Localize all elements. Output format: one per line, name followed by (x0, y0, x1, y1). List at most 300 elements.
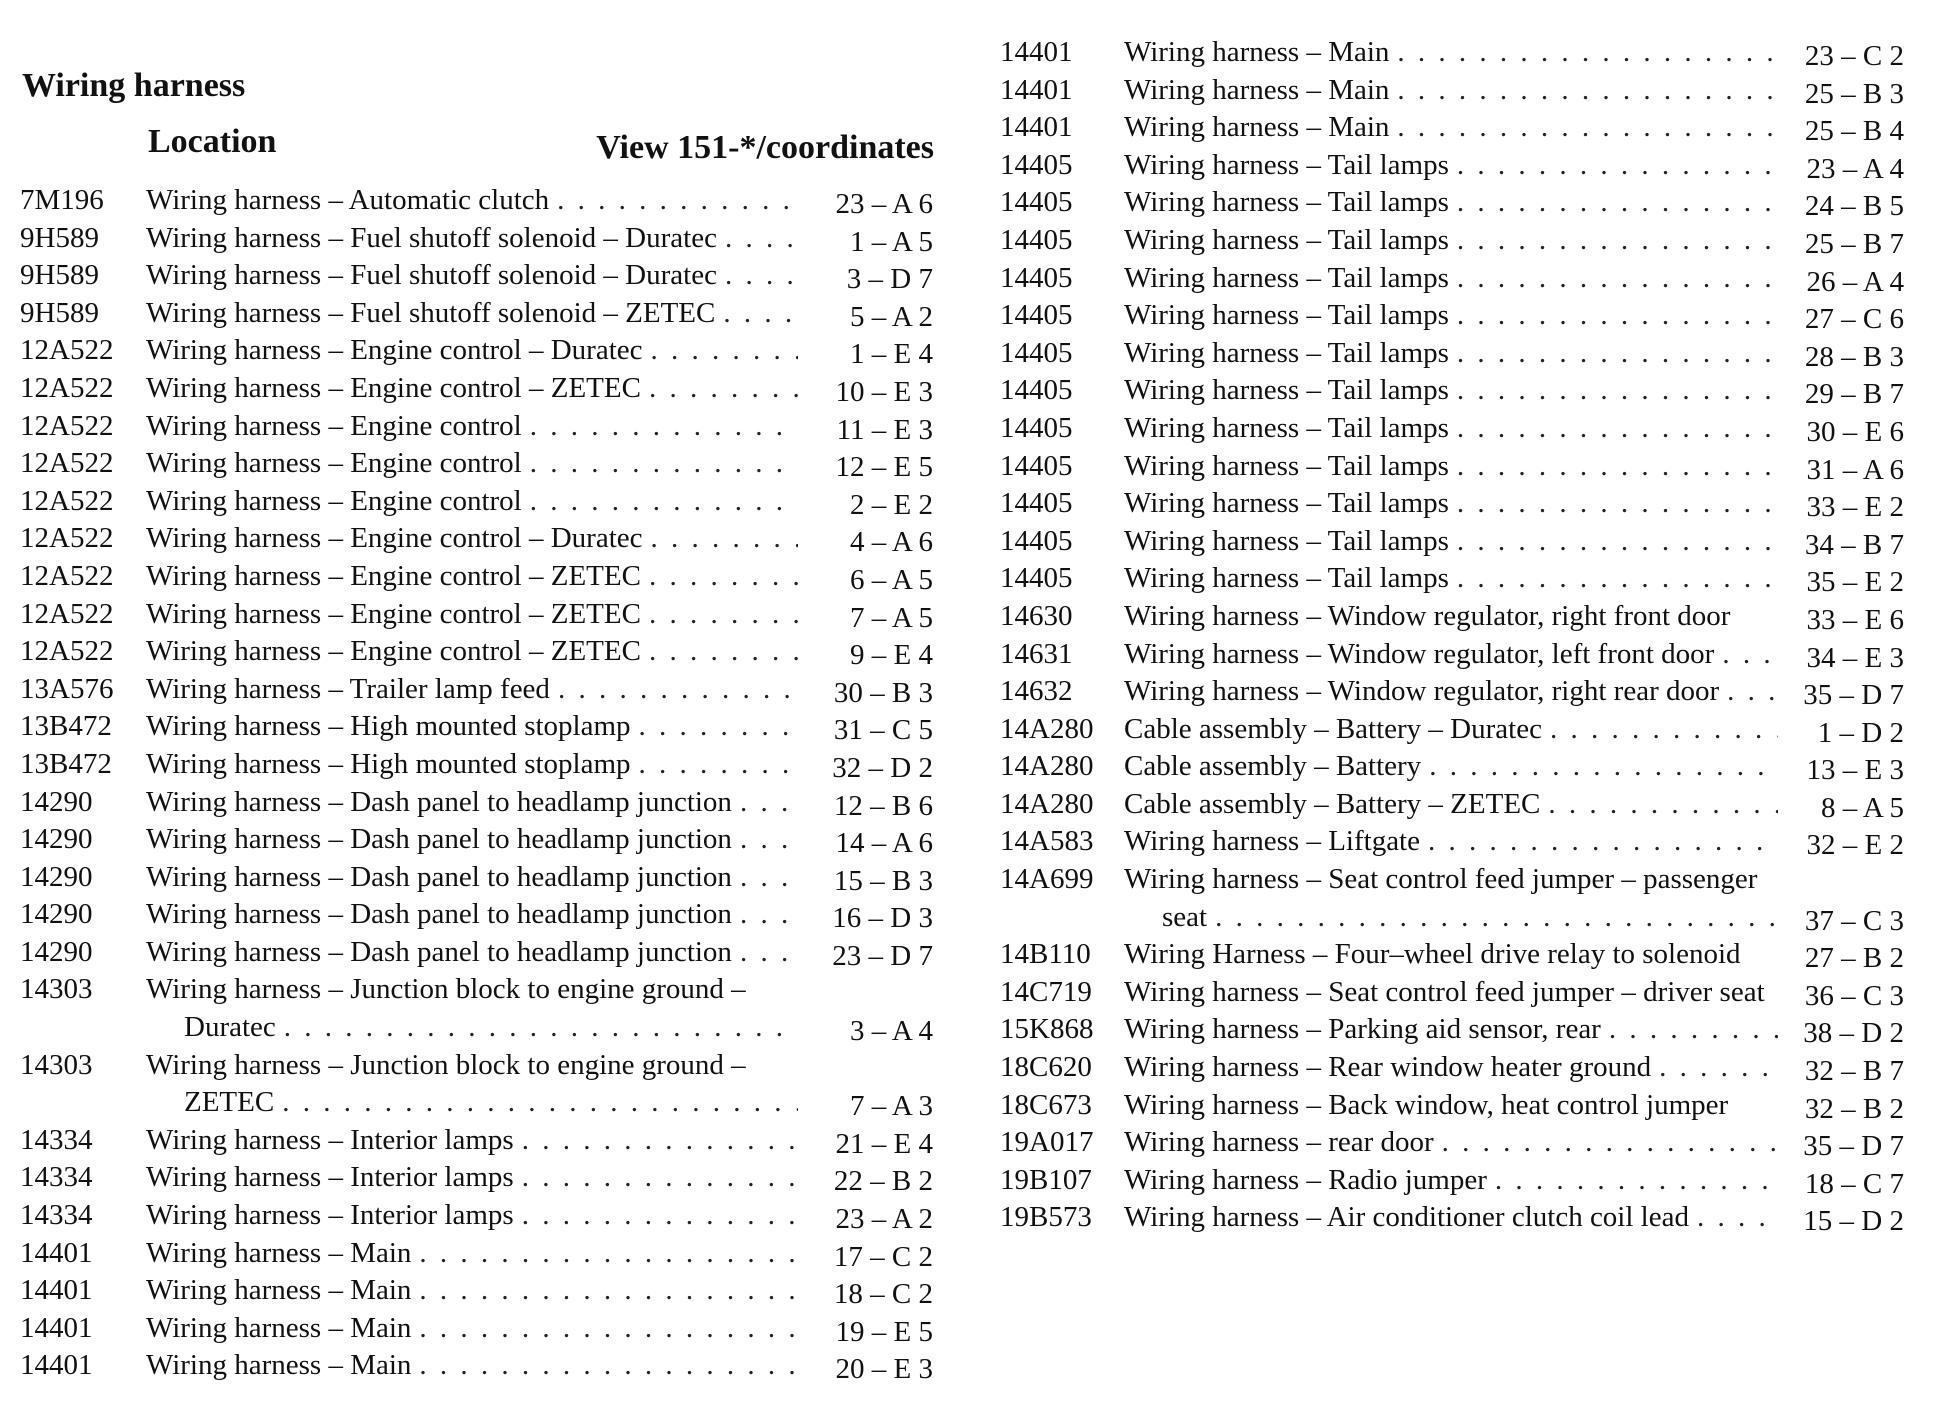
part-description (146, 934, 798, 972)
part-description (1124, 222, 1778, 260)
part-code: 13B472 (20, 710, 112, 743)
dot-leader (1449, 410, 1778, 448)
part-description-text: Wiring harness – Parking aid sensor, rear (1124, 1013, 1601, 1046)
dot-leader (274, 1084, 798, 1122)
part-description-text: Wiring harness – Trailer lamp feed (146, 672, 550, 705)
part-code: 12A522 (20, 409, 114, 442)
view-coordinate: 32 – D 2 (832, 751, 933, 784)
dot-leader (1719, 673, 1778, 711)
dot-leader (641, 596, 798, 634)
part-code: 14631 (1000, 637, 1073, 670)
part-description (1124, 936, 1778, 974)
part-description-text: Wiring harness – Engine control (146, 484, 522, 517)
dot-leader (1389, 72, 1778, 110)
dot-leader (717, 220, 798, 258)
table-row (0, 896, 940, 934)
part-code: 14405 (1000, 449, 1073, 482)
view-coordinate: 23 – C 2 (1804, 40, 1904, 72)
part-description (1124, 72, 1778, 110)
table-row (0, 1122, 940, 1160)
part-code: 12A522 (20, 559, 114, 592)
part-description (146, 1159, 798, 1197)
dot-leader (1449, 297, 1778, 335)
view-coordinate: 9 – E 4 (850, 639, 933, 672)
table-row (0, 1272, 940, 1310)
part-description (146, 1197, 798, 1235)
part-description-text: Wiring harness – rear door (1124, 1126, 1434, 1159)
dot-leader (550, 671, 798, 709)
view-coordinate: 35 – D 7 (1803, 1130, 1904, 1163)
part-code: 14303 (20, 1048, 93, 1081)
part-code: 14401 (1000, 73, 1073, 106)
dot-leader (522, 483, 798, 521)
part-code: 14405 (1000, 336, 1073, 369)
dot-leader (732, 821, 798, 859)
dot-leader (732, 784, 798, 822)
dot-leader (411, 1347, 798, 1385)
dot-leader (522, 408, 798, 446)
view-coordinate: 8 – A 5 (1821, 791, 1904, 824)
part-code: 18C620 (1000, 1051, 1092, 1084)
part-code: 14401 (20, 1349, 93, 1382)
part-code: 14405 (1000, 261, 1073, 294)
view-coordinate: 28 – B 3 (1804, 340, 1904, 373)
part-description-text: Wiring harness – Tail lamps (1124, 223, 1449, 256)
table-row (990, 34, 1936, 72)
table-row (0, 445, 940, 483)
view-coordinate: 23 – A 4 (1806, 152, 1904, 185)
table-row (990, 335, 1936, 373)
dot-leader (1601, 1011, 1778, 1049)
part-code: 14C719 (1000, 975, 1092, 1008)
view-coordinate: 12 – B 6 (833, 789, 933, 822)
view-coordinate: 3 – D 7 (846, 263, 933, 296)
dot-leader (1421, 748, 1778, 786)
part-code: 12A522 (20, 447, 114, 480)
part-description (146, 257, 798, 295)
table-row (990, 786, 1936, 824)
view-coordinate: 11 – E 3 (836, 413, 933, 446)
table-row (0, 784, 940, 822)
dot-leader (732, 896, 798, 934)
table-row (0, 859, 940, 897)
part-description (1124, 786, 1778, 824)
part-code: 14405 (1000, 524, 1073, 557)
part-description (1124, 147, 1778, 185)
dot-leader (1449, 260, 1778, 298)
part-description-text: Wiring harness – Main (146, 1311, 412, 1344)
part-code: 12A522 (20, 484, 114, 517)
table-row (0, 596, 940, 634)
part-description (146, 408, 798, 446)
part-description-text: Wiring harness – Tail lamps (1124, 374, 1449, 407)
table-row (990, 598, 1936, 636)
part-code: 12A522 (20, 522, 114, 555)
part-code: 14290 (20, 860, 93, 893)
dot-leader (411, 1310, 798, 1348)
table-row (990, 1011, 1936, 1049)
part-description-text: Wiring harness – Engine control – ZETEC (146, 597, 641, 630)
part-description (1124, 448, 1778, 486)
table-row (990, 184, 1936, 222)
part-description (146, 1310, 798, 1348)
part-description (146, 596, 798, 634)
part-description (1124, 410, 1778, 448)
view-coordinate: 1 – D 2 (1817, 716, 1904, 749)
part-description (146, 671, 798, 709)
dot-leader (411, 1272, 798, 1310)
dot-leader (732, 934, 798, 972)
part-code: 14405 (1000, 299, 1073, 332)
dot-leader (1741, 936, 1778, 974)
part-description-continued-text: seat (1162, 900, 1208, 933)
part-description (1124, 974, 1778, 1012)
dot-leader (1434, 1124, 1778, 1162)
part-description-continued-text: ZETEC (184, 1086, 275, 1119)
table-row (990, 297, 1936, 335)
part-description (146, 295, 798, 333)
part-description-text: Wiring harness – Fuel shutoff solenoid – Duratec (146, 221, 717, 254)
part-description (1124, 335, 1778, 373)
table-row (0, 971, 940, 1046)
table-row (0, 295, 940, 333)
view-coordinate: 1 – A 5 (850, 225, 933, 258)
view-coordinate: 2 – E 2 (850, 488, 933, 521)
table-row (990, 748, 1936, 786)
table-row (0, 370, 940, 408)
part-description-text: Wiring harness – Dash panel to headlamp junction (146, 823, 732, 856)
part-code: 14303 (20, 973, 93, 1006)
dot-leader (641, 370, 798, 408)
view-coordinate: 3 – A 4 (850, 1015, 933, 1048)
dot-leader (549, 182, 798, 220)
view-coordinate: 21 – E 4 (835, 1127, 933, 1160)
table-row (990, 147, 1936, 185)
dot-leader (1689, 1199, 1778, 1237)
dot-leader (276, 1009, 798, 1047)
table-row (0, 1310, 940, 1348)
part-code: 14401 (1000, 36, 1073, 68)
view-coordinate: 35 – D 7 (1803, 679, 1904, 712)
part-code: 14405 (1000, 374, 1073, 407)
table-row (990, 1162, 1936, 1200)
part-description (146, 1122, 798, 1160)
table-row (0, 671, 940, 709)
part-description (146, 746, 798, 784)
part-description-text: Wiring harness – Tail lamps (1124, 524, 1449, 557)
table-row (990, 560, 1936, 598)
view-coordinate: 36 – C 3 (1804, 979, 1904, 1012)
table-row (0, 220, 940, 258)
part-description-continued (1162, 899, 1778, 937)
table-row (990, 861, 1936, 936)
part-description (1124, 1124, 1778, 1162)
dot-leader (1389, 34, 1778, 72)
part-description-text: Wiring harness – Air conditioner clutch coil lead (1124, 1201, 1689, 1234)
table-row (990, 410, 1936, 448)
part-description (1124, 523, 1778, 561)
dot-leader (1207, 899, 1778, 937)
part-description (1124, 1199, 1778, 1237)
part-description-text: Wiring harness – Main (1124, 36, 1390, 68)
table-row (0, 746, 940, 784)
table-row (990, 936, 1936, 974)
table-row (0, 1235, 940, 1273)
part-description-text: Wiring harness – Tail lamps (1124, 261, 1449, 294)
table-row (0, 408, 940, 446)
part-description-continued (184, 1009, 798, 1047)
part-code: 14290 (20, 898, 93, 931)
dot-leader (1449, 184, 1778, 222)
view-coordinate: 33 – E 6 (1806, 603, 1904, 636)
part-description (146, 1047, 798, 1085)
part-code: 14290 (20, 823, 93, 856)
part-description-text: Wiring harness – Engine control – ZETEC (146, 635, 641, 668)
part-code: 14334 (20, 1161, 93, 1194)
part-code: 14A280 (1000, 787, 1094, 820)
part-description-text: Wiring harness – Seat control feed jumper – driver seat (1124, 975, 1765, 1008)
part-description (146, 821, 798, 859)
dot-leader (1449, 335, 1778, 373)
view-coordinate: 25 – B 7 (1804, 227, 1904, 260)
part-description-text: Wiring harness – Tail lamps (1124, 336, 1449, 369)
part-code: 14A583 (1000, 825, 1094, 858)
part-code: 14405 (1000, 148, 1073, 181)
part-description (1124, 1087, 1778, 1125)
part-description-text: Wiring harness – Tail lamps (1124, 148, 1449, 181)
part-description-text: Cable assembly – Battery (1124, 750, 1422, 783)
part-description-continued-text: Duratec (184, 1011, 276, 1044)
part-description-text: Wiring Harness – Four–wheel drive relay to solenoid (1124, 938, 1741, 971)
table-row (990, 260, 1936, 298)
part-description-text: Wiring harness – Main (146, 1274, 412, 1307)
part-description-text: Wiring harness – Interior lamps (146, 1199, 514, 1232)
part-code: 14401 (20, 1236, 93, 1269)
table-row (0, 182, 940, 220)
part-description (1124, 109, 1778, 147)
dot-leader (1449, 560, 1778, 598)
dot-leader (1420, 823, 1778, 861)
part-code: 13B472 (20, 747, 112, 780)
table-row (0, 633, 940, 671)
view-coordinate: 19 – E 5 (835, 1315, 933, 1348)
dot-leader (643, 332, 798, 370)
part-description (1124, 297, 1778, 335)
part-description (1124, 1011, 1778, 1049)
view-coordinate: 35 – E 2 (1806, 566, 1904, 599)
table-row (990, 222, 1936, 260)
view-coordinate: 29 – B 7 (1804, 378, 1904, 411)
view-coordinate: 23 – D 7 (832, 939, 933, 972)
part-description (146, 896, 798, 934)
view-coordinate: 15 – B 3 (833, 864, 933, 897)
part-description (1124, 184, 1778, 222)
dot-leader (643, 520, 798, 558)
table-row (0, 708, 940, 746)
part-description-text: Wiring harness – Fuel shutoff solenoid – ZETEC (146, 296, 716, 329)
view-coordinate: 34 – E 3 (1806, 641, 1904, 674)
table-row (990, 823, 1936, 861)
dot-leader (1449, 372, 1778, 410)
part-description-text: Wiring harness – Dash panel to headlamp junction (146, 860, 732, 893)
part-description-text: Wiring harness – Dash panel to headlamp junction (146, 898, 732, 931)
part-code: 14A699 (1000, 863, 1094, 896)
part-description (146, 370, 798, 408)
view-coordinate: 24 – B 5 (1804, 190, 1904, 223)
part-description (1124, 636, 1778, 674)
view-coordinate: 30 – B 3 (833, 676, 933, 709)
part-code: 19A017 (1000, 1126, 1094, 1159)
table-row (990, 72, 1936, 110)
part-code: 12A522 (20, 371, 114, 404)
part-code: 14290 (20, 785, 93, 818)
part-description (1124, 372, 1778, 410)
view-coordinate: 15 – D 2 (1803, 1205, 1904, 1238)
part-code: 14405 (1000, 411, 1073, 444)
dot-leader (1651, 1049, 1778, 1087)
part-description-text: Wiring harness – Engine control – ZETEC (146, 371, 641, 404)
part-code: 13A576 (20, 672, 114, 705)
part-description (1124, 748, 1778, 786)
part-description (1124, 711, 1778, 749)
part-description-text: Wiring harness – Interior lamps (146, 1161, 514, 1194)
table-row (0, 257, 940, 295)
table-row (990, 1199, 1936, 1237)
part-description-text: Wiring harness – Junction block to engine ground – (146, 973, 746, 1006)
dot-leader (1540, 786, 1778, 824)
view-coordinate: 7 – A 3 (850, 1090, 933, 1123)
part-description-text: Wiring harness – High mounted stoplamp (146, 710, 631, 743)
part-description-text: Wiring harness – Window regulator, right rear door (1124, 675, 1720, 708)
part-description-text: Wiring harness – Fuel shutoff solenoid – Duratec (146, 259, 717, 292)
column-header-location: Location (148, 123, 277, 160)
part-description-text: Wiring harness – Radio jumper (1124, 1163, 1487, 1196)
part-code: 12A522 (20, 597, 114, 630)
part-code: 14B110 (1000, 938, 1091, 971)
view-coordinate: 37 – C 3 (1804, 904, 1904, 937)
part-description-text: Wiring harness – Main (146, 1236, 412, 1269)
part-description (146, 1272, 798, 1310)
dot-leader (631, 746, 798, 784)
view-coordinate: 17 – C 2 (833, 1240, 933, 1273)
part-description-text: Wiring harness – Tail lamps (1124, 449, 1449, 482)
part-code: 14405 (1000, 186, 1073, 219)
part-code: 14630 (1000, 599, 1073, 632)
view-coordinate: 5 – A 2 (850, 300, 933, 333)
dot-leader (514, 1159, 798, 1197)
view-coordinate: 25 – B 4 (1804, 115, 1904, 148)
column-header-view: View 151-*/coordinates (596, 129, 934, 166)
table-row (0, 1197, 940, 1235)
part-description-text: Wiring harness – High mounted stoplamp (146, 747, 631, 780)
dot-leader (514, 1122, 798, 1160)
part-code: 14401 (20, 1274, 93, 1307)
table-row (990, 485, 1936, 523)
view-coordinate: 32 – E 2 (1806, 829, 1904, 862)
part-description-text: Wiring harness – Window regulator, right front door (1124, 599, 1731, 632)
part-code: 9H589 (20, 296, 99, 329)
view-coordinate: 31 – C 5 (833, 714, 933, 747)
part-code: 9H589 (20, 221, 99, 254)
table-row (0, 332, 940, 370)
part-description (146, 708, 798, 746)
part-description-text: Wiring harness – Main (1124, 111, 1390, 144)
part-code: 14290 (20, 935, 93, 968)
view-coordinate: 23 – A 2 (835, 1203, 933, 1236)
part-description (1124, 260, 1778, 298)
dot-leader (1449, 523, 1778, 561)
dot-leader (717, 257, 798, 295)
table-row (990, 673, 1936, 711)
dot-leader (1487, 1162, 1778, 1200)
view-coordinate: 26 – A 4 (1806, 265, 1904, 298)
part-code: 14A280 (1000, 712, 1094, 745)
view-coordinate: 27 – B 2 (1804, 942, 1904, 975)
part-code: 9H589 (20, 259, 99, 292)
view-coordinate: 27 – C 6 (1804, 303, 1904, 336)
dot-leader (631, 708, 798, 746)
part-code: 14401 (1000, 111, 1073, 144)
view-coordinate: 16 – D 3 (832, 902, 933, 935)
part-description (146, 784, 798, 822)
table-row (990, 636, 1936, 674)
part-description (1124, 485, 1778, 523)
part-code: 14401 (20, 1311, 93, 1344)
table-row (990, 448, 1936, 486)
part-description-text: Wiring harness – Back window, heat control jumper (1124, 1088, 1729, 1121)
part-description (1124, 598, 1778, 636)
left-column (0, 182, 940, 1385)
part-description (146, 182, 798, 220)
right-column (990, 34, 1936, 1237)
part-description-text: Wiring harness – Liftgate (1124, 825, 1420, 858)
part-description (1124, 673, 1778, 711)
part-description (1124, 823, 1778, 861)
part-description (146, 332, 798, 370)
part-code: 14405 (1000, 487, 1073, 520)
page-title: Wiring harness (22, 67, 246, 104)
view-coordinate: 18 – C 7 (1804, 1167, 1904, 1200)
table-row (990, 974, 1936, 1012)
view-coordinate: 32 – B 2 (1804, 1092, 1904, 1125)
table-row (990, 372, 1936, 410)
table-row (0, 520, 940, 558)
part-description-text: Wiring harness – Automatic clutch (146, 184, 550, 216)
part-description-text: Wiring harness – Junction block to engine ground – (146, 1048, 746, 1081)
part-description (1124, 1049, 1778, 1087)
part-description (1124, 34, 1778, 72)
part-description-text: Wiring harness – Tail lamps (1124, 411, 1449, 444)
part-description (146, 633, 798, 671)
part-description-text: Wiring harness – Main (1124, 73, 1390, 106)
view-coordinate: 22 – B 2 (833, 1165, 933, 1198)
part-description-text: Wiring harness – Seat control feed jumper – passenger (1124, 863, 1758, 896)
part-description-text: Wiring harness – Engine control – Duratec (146, 334, 643, 367)
dot-leader (1449, 222, 1778, 260)
dot-leader (1449, 147, 1778, 185)
view-coordinate: 13 – E 3 (1806, 754, 1904, 787)
dot-leader (715, 295, 798, 333)
part-description (146, 859, 798, 897)
view-coordinate: 14 – A 6 (835, 827, 933, 860)
part-description (146, 971, 798, 1009)
view-coordinate: 33 – E 2 (1806, 491, 1904, 524)
table-row (0, 1159, 940, 1197)
part-description-text: Wiring harness – Tail lamps (1124, 562, 1449, 595)
part-code: 7M196 (20, 184, 104, 216)
view-coordinate: 34 – B 7 (1804, 528, 1904, 561)
table-row (0, 821, 940, 859)
